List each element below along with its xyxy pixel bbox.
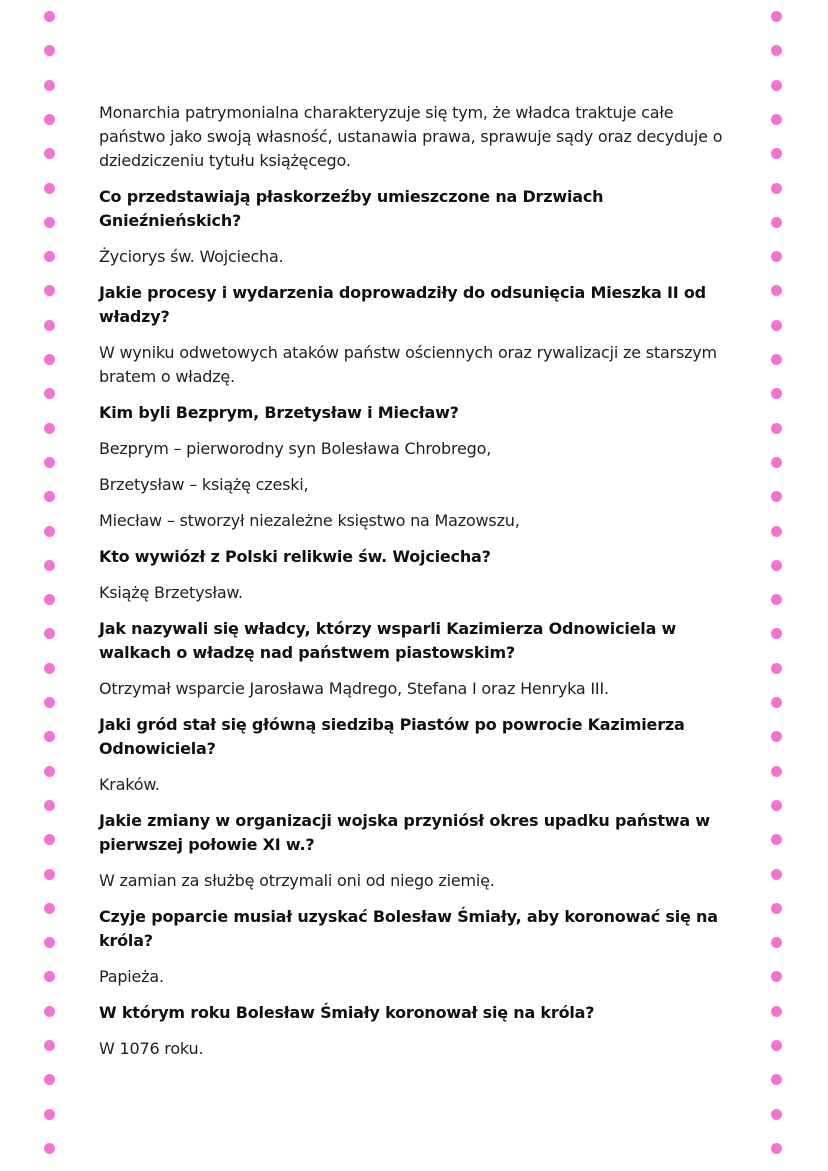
decorative-dot — [771, 526, 782, 537]
answer-text: Życiorys św. Wojciecha. — [99, 247, 284, 266]
decorative-dot — [771, 800, 782, 811]
decorative-dot — [44, 183, 55, 194]
decorative-dot — [44, 697, 55, 708]
document-body — [99, 101, 739, 1073]
decorative-dot — [44, 628, 55, 639]
decorative-dot — [44, 834, 55, 845]
decorative-dot — [44, 114, 55, 125]
decorative-dot — [771, 423, 782, 434]
decorative-dot — [771, 114, 782, 125]
decorative-dot — [771, 1143, 782, 1154]
decorative-dot — [44, 731, 55, 742]
decorative-dot — [44, 217, 55, 228]
decorative-dot — [44, 1040, 55, 1051]
question-heading: Kim byli Bezprym, Brzetysław i Miecław? — [99, 403, 459, 422]
answer-text: Otrzymał wsparcie Jarosława Mądrego, Stefana I oraz Henryka III. — [99, 679, 609, 698]
decorative-dot — [44, 285, 55, 296]
decorative-dot — [44, 971, 55, 982]
question-heading: Kto wywiózł z Polski relikwie św. Wojciecha? — [99, 547, 491, 566]
question-heading: Jakie procesy i wydarzenia doprowadziły do odsunięcia Mieszka II od władzy? — [99, 283, 706, 326]
answer-text: W zamian za służbę otrzymali oni od niego ziemię. — [99, 871, 495, 890]
right-dot-border — [771, 0, 783, 1171]
answer-text: Papieża. — [99, 967, 164, 986]
answer-text: Miecław – stworzył niezależne księstwo na Mazowszu, — [99, 511, 520, 530]
decorative-dot — [44, 869, 55, 880]
decorative-dot — [771, 1040, 782, 1051]
decorative-dot — [771, 731, 782, 742]
question-heading: Jak nazywali się władcy, którzy wsparli Kazimierza Odnowiciela w walkach o władzę nad państwem piastowskim? — [99, 619, 677, 662]
decorative-dot — [771, 1109, 782, 1120]
decorative-dot — [771, 320, 782, 331]
decorative-dot — [771, 45, 782, 56]
left-dot-border — [44, 0, 56, 1171]
decorative-dot — [44, 594, 55, 605]
decorative-dot — [771, 491, 782, 502]
answer-text: Książę Brzetysław. — [99, 583, 243, 602]
answer-text: Monarchia patrymonialna charakteryzuje się tym, że władca traktuje całe państwo jako swoją własność, ustanawia prawa, sprawuje sądy oraz decyduje o dziedziczeniu tytułu książęcego. — [99, 103, 723, 170]
decorative-dot — [771, 663, 782, 674]
decorative-dot — [771, 1074, 782, 1085]
decorative-dot — [44, 423, 55, 434]
decorative-dot — [771, 217, 782, 228]
decorative-dot — [44, 766, 55, 777]
decorative-dot — [771, 1006, 782, 1017]
decorative-dot — [44, 560, 55, 571]
decorative-dot — [44, 663, 55, 674]
decorative-dot — [44, 800, 55, 811]
decorative-dot — [44, 11, 55, 22]
decorative-dot — [771, 560, 782, 571]
decorative-dot — [44, 45, 55, 56]
question-heading: Co przedstawiają płaskorzeźby umieszczone na Drzwiach Gnieźnieńskich? — [99, 187, 604, 230]
decorative-dot — [771, 388, 782, 399]
question-heading: W którym roku Bolesław Śmiały koronował się na króla? — [99, 1003, 595, 1022]
decorative-dot — [44, 491, 55, 502]
decorative-dot — [44, 937, 55, 948]
decorative-dot — [771, 354, 782, 365]
decorative-dot — [771, 869, 782, 880]
answer-text: Bezprym – pierworodny syn Bolesława Chrobrego, — [99, 439, 492, 458]
decorative-dot — [771, 937, 782, 948]
decorative-dot — [44, 354, 55, 365]
decorative-dot — [44, 1006, 55, 1017]
decorative-dot — [44, 251, 55, 262]
decorative-dot — [44, 1109, 55, 1120]
decorative-dot — [771, 80, 782, 91]
decorative-dot — [771, 766, 782, 777]
decorative-dot — [771, 457, 782, 468]
decorative-dot — [44, 1143, 55, 1154]
decorative-dot — [771, 11, 782, 22]
decorative-dot — [771, 148, 782, 159]
decorative-dot — [771, 285, 782, 296]
question-heading: Czyje poparcie musiał uzyskać Bolesław Śmiały, aby koronować się na króla? — [99, 907, 718, 950]
decorative-dot — [44, 388, 55, 399]
question-heading: Jaki gród stał się główną siedzibą Piastów po powrocie Kazimierza Odnowiciela? — [99, 715, 685, 758]
decorative-dot — [771, 594, 782, 605]
answer-text: Brzetysław – książę czeski, — [99, 475, 309, 494]
decorative-dot — [44, 526, 55, 537]
decorative-dot — [44, 903, 55, 914]
decorative-dot — [771, 697, 782, 708]
decorative-dot — [44, 148, 55, 159]
decorative-dot — [771, 251, 782, 262]
decorative-dot — [44, 80, 55, 91]
decorative-dot — [771, 183, 782, 194]
answer-text: W 1076 roku. — [99, 1039, 204, 1058]
answer-text: Kraków. — [99, 775, 160, 794]
decorative-dot — [771, 834, 782, 845]
decorative-dot — [771, 903, 782, 914]
answer-text: W wyniku odwetowych ataków państw ościennych oraz rywalizacji ze starszym bratem o władzę. — [99, 343, 717, 386]
decorative-dot — [771, 971, 782, 982]
decorative-dot — [44, 1074, 55, 1085]
question-heading: Jakie zmiany w organizacji wojska przyniósł okres upadku państwa w pierwszej połowie XI w.? — [99, 811, 710, 854]
decorative-dot — [44, 320, 55, 331]
decorative-dot — [44, 457, 55, 468]
decorative-dot — [771, 628, 782, 639]
